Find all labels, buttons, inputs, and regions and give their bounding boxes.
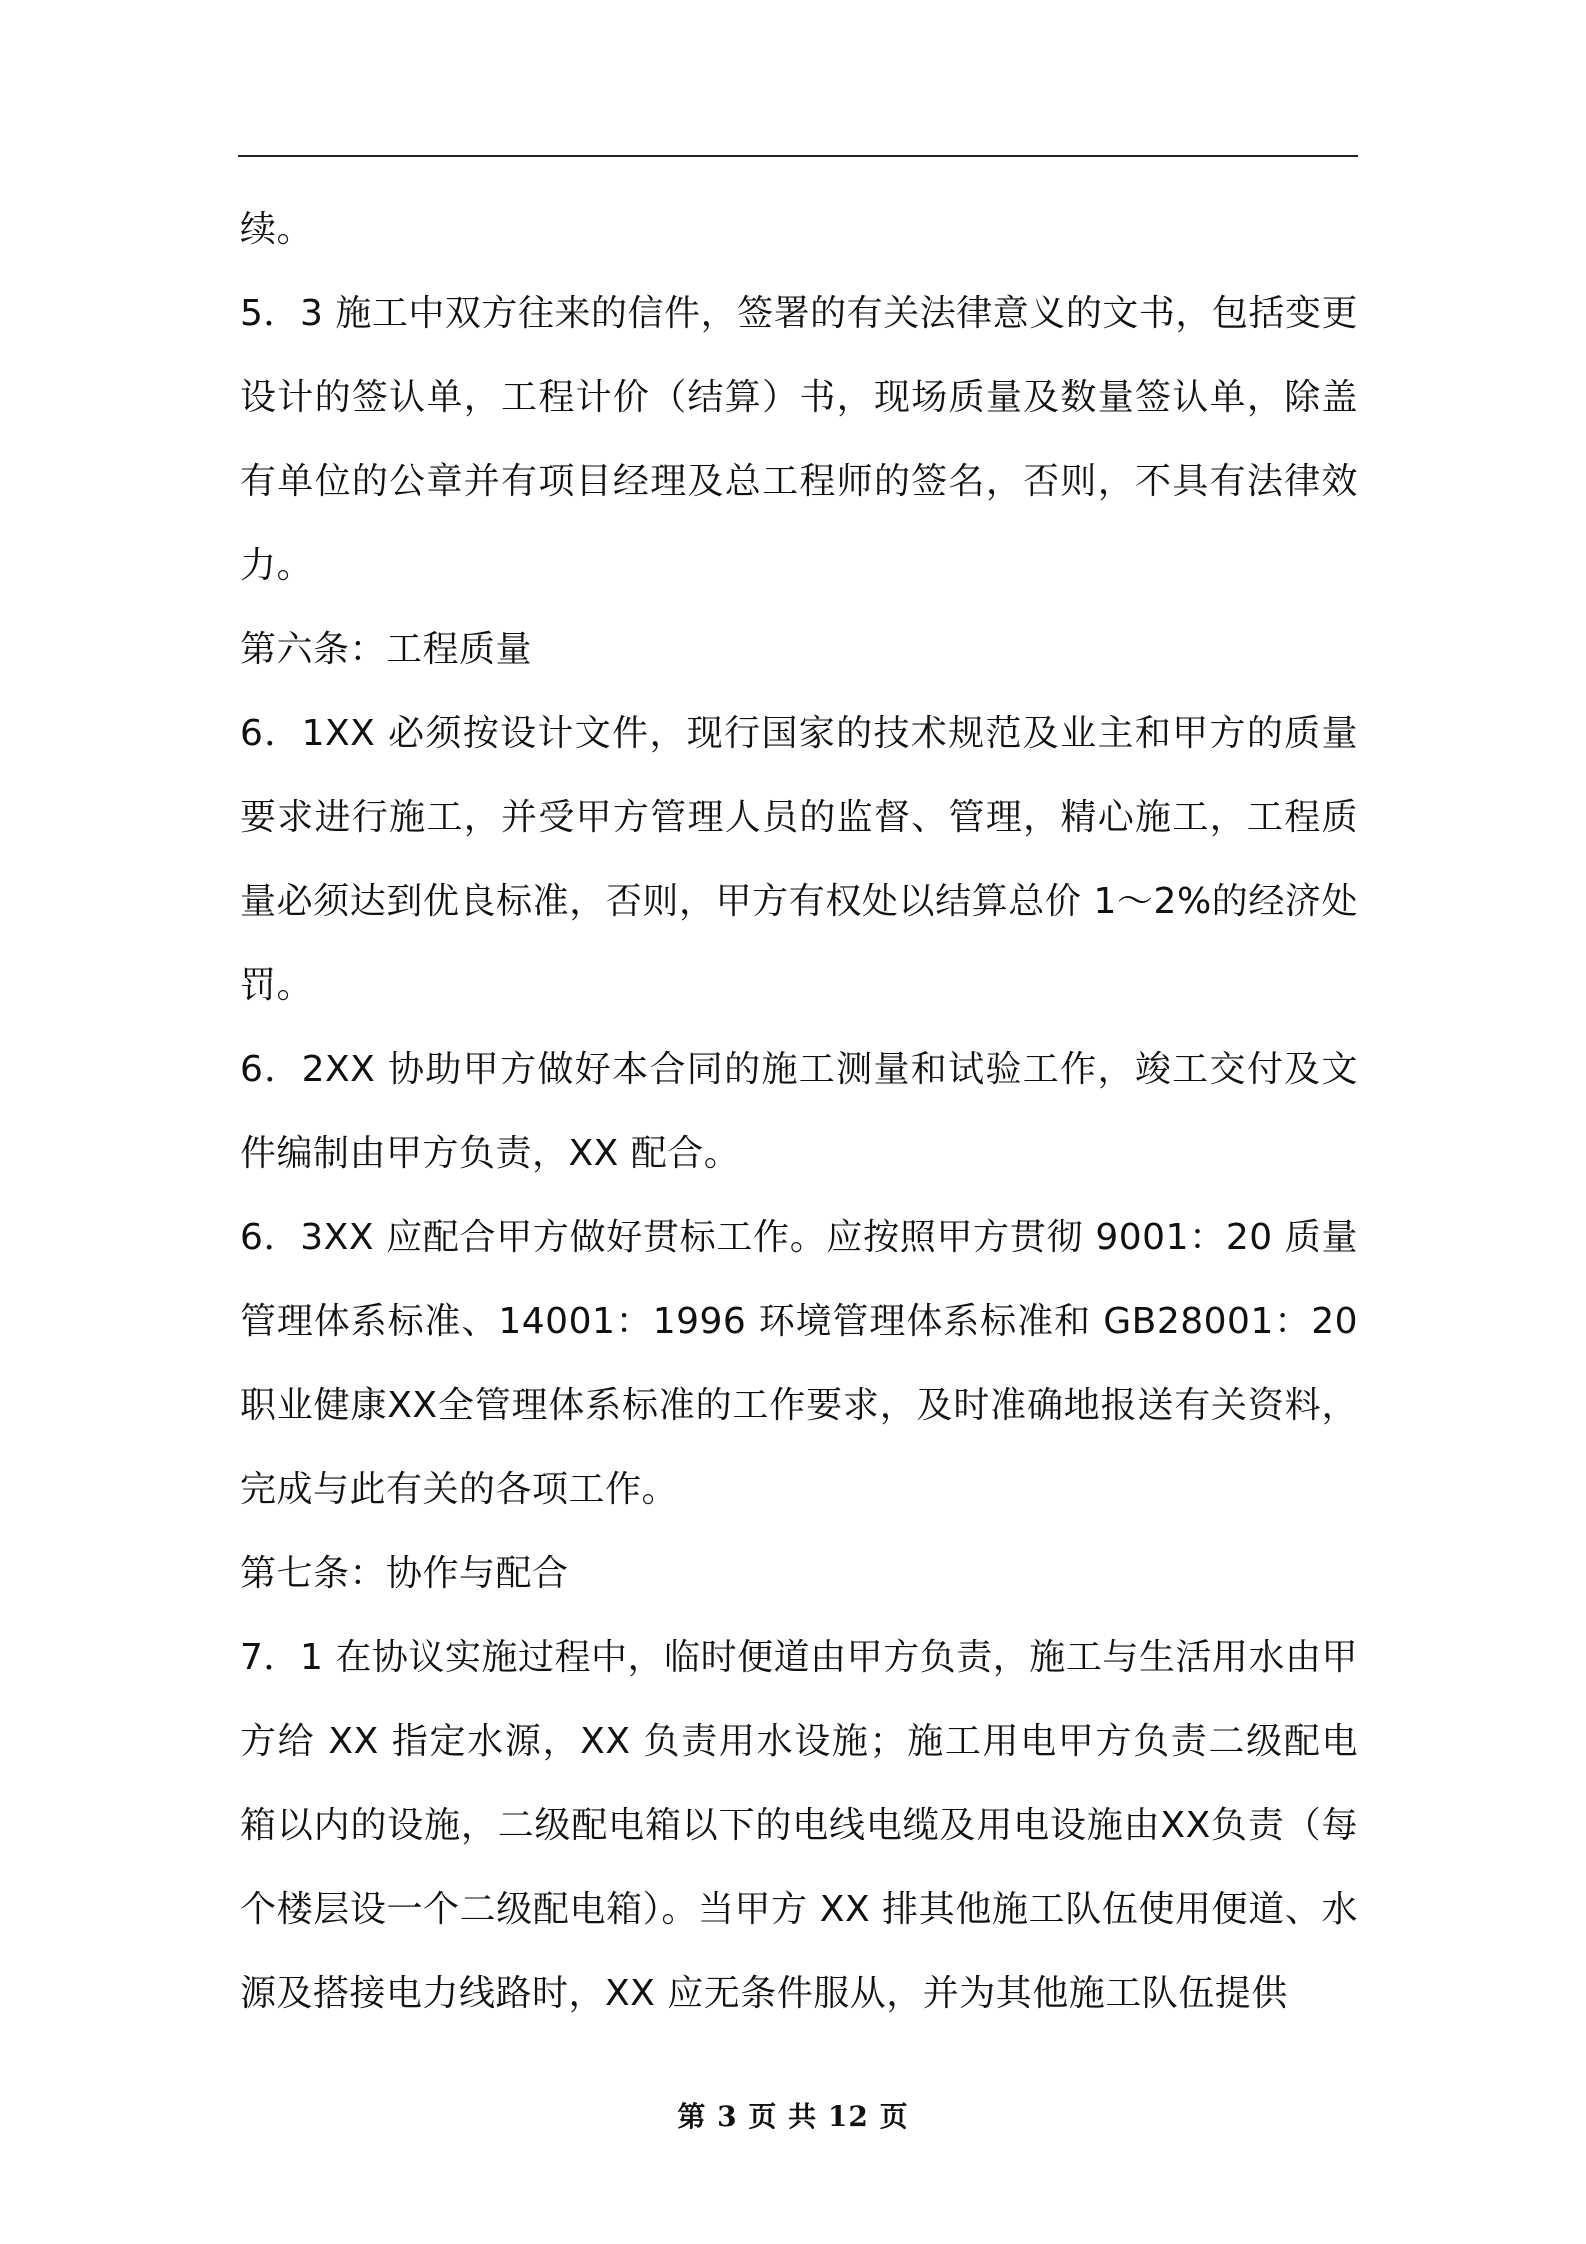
paragraph-7-1: 7．1 在协议实施过程中，临时便道由甲方负责，施工与生活用水由甲方给 XX 指定水源，XX 负责用水设施；施工用电甲方负责二级配电箱以内的设施，二级配电箱以下的电线电缆及用电设施由XX负责（每个楼层设一个二级配电箱）。当甲方 XX 排其他施工队伍使用便道、水源及搭接电力线路时，XX 应无条件服从，并为其他施工队伍提供 bbox=[240, 1637, 1358, 2014]
paragraph-6-1: 6．1XX 必须按设计文件，现行国家的技术规范及业主和甲方的质量要求进行施工，并受甲方管理人员的监督、管理，精心施工，工程质量必须达到优良标准，否则，甲方有权处以结算总价 1～2%的经济处罚。 bbox=[240, 713, 1358, 1006]
paragraph-6-2: 6．2XX 协助甲方做好本合同的施工测量和试验工作，竣工交付及文件编制由甲方负责，XX 配合。 bbox=[240, 1049, 1358, 1174]
section-heading-article-7: 第七条：协作与配合 bbox=[240, 1553, 569, 1594]
paragraph-6-3: 6．3XX 应配合甲方做好贯标工作。应按照甲方贯彻 9001：20 质量管理体系标准、14001：1996 环境管理体系标准和 GB28001：20 职业健康XX全管理体系标准的工作要求，及时准确地报送有关资料，完成与此有关的各项工作。 bbox=[240, 1217, 1358, 1510]
header-rule bbox=[238, 155, 1358, 157]
paragraph-5-3: 5．3 施工中双方往来的信件，签署的有关法律意义的文书，包括变更设计的签认单，工程计价（结算）书，现场质量及数量签认单，除盖有单位的公章并有项目经理及总工程师的签名，否则，不具有法律效力。 bbox=[240, 293, 1358, 586]
paragraph-continuation: 续。 bbox=[240, 209, 314, 250]
section-heading-article-6: 第六条：工程质量 bbox=[240, 629, 533, 670]
page-number-footer: 第 3 页 共 12 页 bbox=[677, 2100, 909, 2133]
document-body bbox=[240, 188, 1358, 2036]
